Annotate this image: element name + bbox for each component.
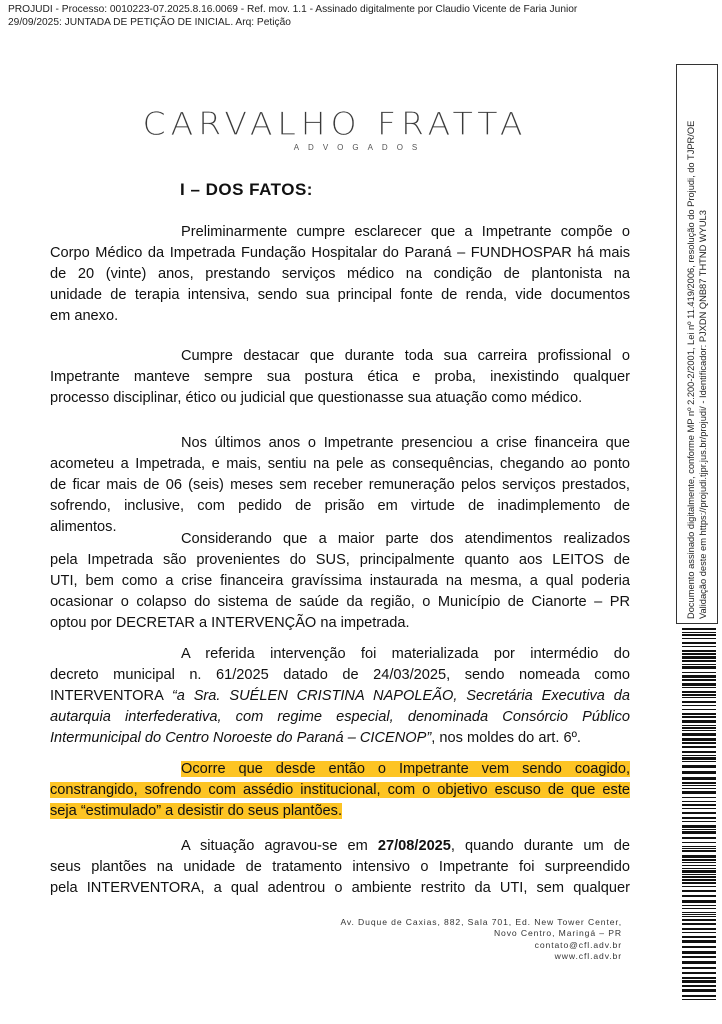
barcode-bar [682,842,716,843]
barcode-bar [682,672,716,673]
filing-info: 29/09/2025: JUNTADA DE PETIÇÃO DE INICIAL. Arq: Petição [8,16,291,28]
barcode-bar [682,908,716,909]
footer-website: www.cfl.adv.br [554,950,622,961]
barcode-bar [682,709,716,710]
text-line [50,759,630,780]
text-segment: INTERVENTORA [50,688,172,704]
barcode-bar [682,985,716,987]
text-segment: Considerando que a maior parte dos atendimentos realizados [181,531,630,547]
barcode-bar [682,900,716,903]
barcode-bar [682,697,716,698]
text-line [50,665,630,686]
text-segment: optou por DECRETAR a INTERVENÇÃO na impetrada. [50,615,410,631]
body-paragraph [50,759,630,822]
barcode-bar [682,951,716,954]
body-paragraph [50,222,630,327]
barcode-bar [682,923,716,925]
barcode-bar [682,777,716,780]
barcode-bar [682,977,716,979]
barcode-bar [682,895,716,897]
document-header [8,4,577,29]
text-segment: ocasionar o colapso do sistema de saúde da região, o Município de Cianorte – PR [50,594,630,610]
barcode-bar [682,642,716,644]
text-segment: Cumpre destacar que durante toda sua carreira profissional o [181,348,630,364]
barcode-bar [682,720,716,723]
barcode-bar [682,801,716,802]
barcode-bar [682,791,716,794]
barcode-bar [682,855,716,858]
barcode-bar [682,876,716,878]
text-segment: sofrendo, inclusive, com pedido de prisão em virtude de inadimplemento de [50,498,630,514]
barcode-bar [682,831,716,834]
text-segment: Corpo Médico da Impetrada Fundação Hospitalar do Paraná – FUNDHOSPAR há mais [50,245,630,261]
text-line [50,222,630,243]
text-line [50,496,630,517]
text-line [50,306,630,327]
text-segment: Preliminarmente cumpre esclarecer que a Impetrante compõe o [181,224,630,240]
barcode [682,628,716,1000]
barcode-bar [682,683,716,686]
barcode-bar [682,666,716,669]
barcode-bar [682,788,716,789]
barcode-bar [682,664,716,665]
barcode-bar [682,679,716,681]
text-segment: A referida intervenção foi materializada por intermédio do [181,646,630,662]
barcode-bar [682,956,716,958]
signature-notice: Documento assinado digitalmente, conforme MP nº 2.200-2/2001, Lei nº 11.419/2006, resolução do Projudi, do TJPR/OE [686,120,696,619]
text-line [50,346,630,367]
barcode-bar [682,862,716,863]
text-line [50,780,630,801]
text-line [50,592,630,613]
barcode-bar [682,912,716,913]
barcode-bar [682,905,716,906]
text-line [50,550,630,571]
barcode-bar [682,870,716,873]
barcode-bar [682,634,716,636]
barcode-bar [682,650,716,652]
barcode-bar [682,919,716,921]
italic-text: “a Sra. SUÉLEN CRISTINA NAPOLEÃO, Secretária Executiva da [171,688,630,704]
barcode-bar [682,638,716,639]
barcode-bar [682,755,716,756]
process-info: PROJUDI - Processo: 0010223-07.2025.8.16.0069 - Ref. mov. 1.1 - Assinado digitalmente por Claudio Vicente de Faria Junior [8,4,578,15]
barcode-bar [682,886,716,887]
barcode-bar [682,825,716,828]
text-line [50,264,630,285]
text-line [50,707,630,728]
firm-footer [340,917,622,962]
barcode-bar [682,797,716,798]
firm-logo-subtitle: ADVOGADOS [293,143,427,152]
body-paragraph [50,644,630,749]
barcode-bar [682,738,716,741]
text-line [50,243,630,264]
validation-notice: Validação deste em https://projudi.tjpr.jus.br/projudi/ - Identificador: PJXDN QNB87 THTND WYUL3 [698,210,708,619]
italic-text: Intermunicipal do Centro Noroeste do Paraná – CICENOP” [50,730,432,746]
barcode-bar [682,761,716,762]
digital-signature-box [676,64,718,624]
barcode-bar [682,812,716,814]
text-segment: decreto municipal n. 61/2025 datado de 24/03/2025, sendo nomeada como [50,667,630,683]
text-segment: pela INTERVENTORA, a qual adentrou o ambiente restrito da UTI, sem qualquer [50,880,630,896]
barcode-bar [682,817,716,819]
barcode-bar [682,742,716,744]
text-line [50,728,630,749]
barcode-bar [682,868,716,869]
text-segment: pela Impetrada são provenientes do SUS, principalmente quanto aos LEITOS de [50,552,630,568]
barcode-bar [682,808,716,809]
barcode-bar [682,765,716,768]
barcode-bar [682,746,716,748]
barcode-bar [682,646,716,647]
text-line [50,285,630,306]
text-line [50,454,630,475]
barcode-bar [682,687,716,688]
barcode-bar [682,751,716,753]
text-segment: Nos últimos anos o Impetrante presenciou a crise financeira que [181,435,630,451]
barcode-bar [682,653,716,655]
barcode-bar [682,914,716,915]
barcode-bar [682,859,716,861]
body-paragraph [50,433,630,538]
barcode-bar [682,757,716,760]
barcode-bar [682,782,716,784]
barcode-bar [682,632,716,633]
barcode-bar [682,989,716,992]
barcode-bar [682,846,716,847]
barcode-bar [682,628,716,630]
text-segment: , nos moldes do art. 6º. [431,730,581,746]
text-segment: de ficar mais de 06 (seis) meses sem receber remuneração pelos serviços prestados, [50,477,630,493]
text-line [50,878,630,899]
barcode-bar [682,936,716,938]
firm-logo-name: CARVALHO FRATTA [142,104,528,143]
highlighted-text: constrangido, sofrendo com assédio institucional, com o objetivo escuso de que este [50,782,630,798]
footer-address: Av. Duque de Caxias, 882, Sala 701, Ed. New Tower Center, [340,917,622,927]
barcode-bar [682,730,716,731]
barcode-bar [682,691,716,693]
barcode-bar [682,804,716,806]
barcode-bar [682,771,716,774]
barcode-bar [682,850,716,852]
text-segment: acometeu a Impetrada, e mais, sentiu na pele as consequências, chegando ao ponto [50,456,630,472]
barcode-bar [682,874,716,875]
barcode-bar [682,675,716,678]
text-line [50,433,630,454]
barcode-bar [682,694,716,696]
barcode-bar [682,999,716,1000]
text-segment: seus plantões na unidade de tratamento intensivo o Impetrante foi surpreendido [50,859,630,875]
footer-email: contato@cfl.adv.br [534,939,622,950]
text-line [50,836,630,857]
text-segment: processo disciplinar, ético ou judicial que questionasse sua atuação como médico. [50,390,583,406]
barcode-bar [682,713,716,715]
barcode-bar [682,727,716,729]
bold-text: 27/08/2025 [377,838,451,854]
barcode-bar [682,916,716,917]
barcode-bar [682,995,716,997]
highlighted-text: seja “estimulado” a desistir do seus plantões. [50,803,343,819]
barcode-bar [682,837,716,839]
text-segment: de 20 (vinte) anos, prestando serviços médico na condição de plantonista na [50,266,630,282]
barcode-bar [682,961,716,964]
barcode-bar [682,660,716,662]
text-segment: , quando durante um de [450,838,630,854]
barcode-bar [682,701,716,703]
body-paragraph [50,346,630,409]
text-line [50,388,630,409]
barcode-bar [682,967,716,969]
text-line [50,529,630,550]
barcode-bar [682,890,716,892]
barcode-bar [682,656,716,659]
highlighted-text: Ocorre que desde então o Impetrante vem sendo coagido, [181,761,630,777]
text-line [50,801,630,822]
barcode-bar [682,725,716,726]
text-line [50,613,630,634]
barcode-bar [682,733,716,736]
text-line [50,857,630,878]
italic-text: autarquia interfederativa, com regime especial, denominada Consórcio Público [50,709,630,725]
barcode-bar [682,928,716,930]
barcode-bar [682,940,716,943]
barcode-bar [682,932,716,933]
text-segment: alimentos. [50,519,117,535]
barcode-bar [682,882,716,884]
text-line [50,367,630,388]
barcode-bar [682,879,716,881]
barcode-bar [682,972,716,974]
section-title: I – DOS FATOS: [180,180,313,199]
barcode-bar [682,716,716,718]
barcode-bar [682,848,716,849]
body-paragraph [50,836,630,899]
text-segment: unidade de terapia intensiva, sendo sua principal fonte de renda, vide documentos [50,287,630,303]
footer-city: Novo Centro, Maringá – PR [493,928,622,939]
barcode-bar [682,821,716,822]
text-line [50,571,630,592]
text-segment: em anexo. [50,308,119,324]
barcode-bar [682,829,716,830]
barcode-bar [682,785,716,786]
text-segment: A situação agravou-se em [181,838,378,854]
text-line [50,475,630,496]
firm-logo [0,104,670,152]
barcode-bar [682,865,716,866]
barcode-bar [682,980,716,983]
barcode-bar [682,946,716,948]
text-segment: UTI, bem como a crise financeira gravíssima instaurada na mesma, a qual poderia [50,573,630,589]
body-paragraph [50,529,630,634]
text-segment: Impetrante manteve sempre sua postura ética e proba, inexistindo qualquer [50,369,630,385]
barcode-bar [682,705,716,706]
text-line [50,686,630,707]
text-line [50,644,630,665]
